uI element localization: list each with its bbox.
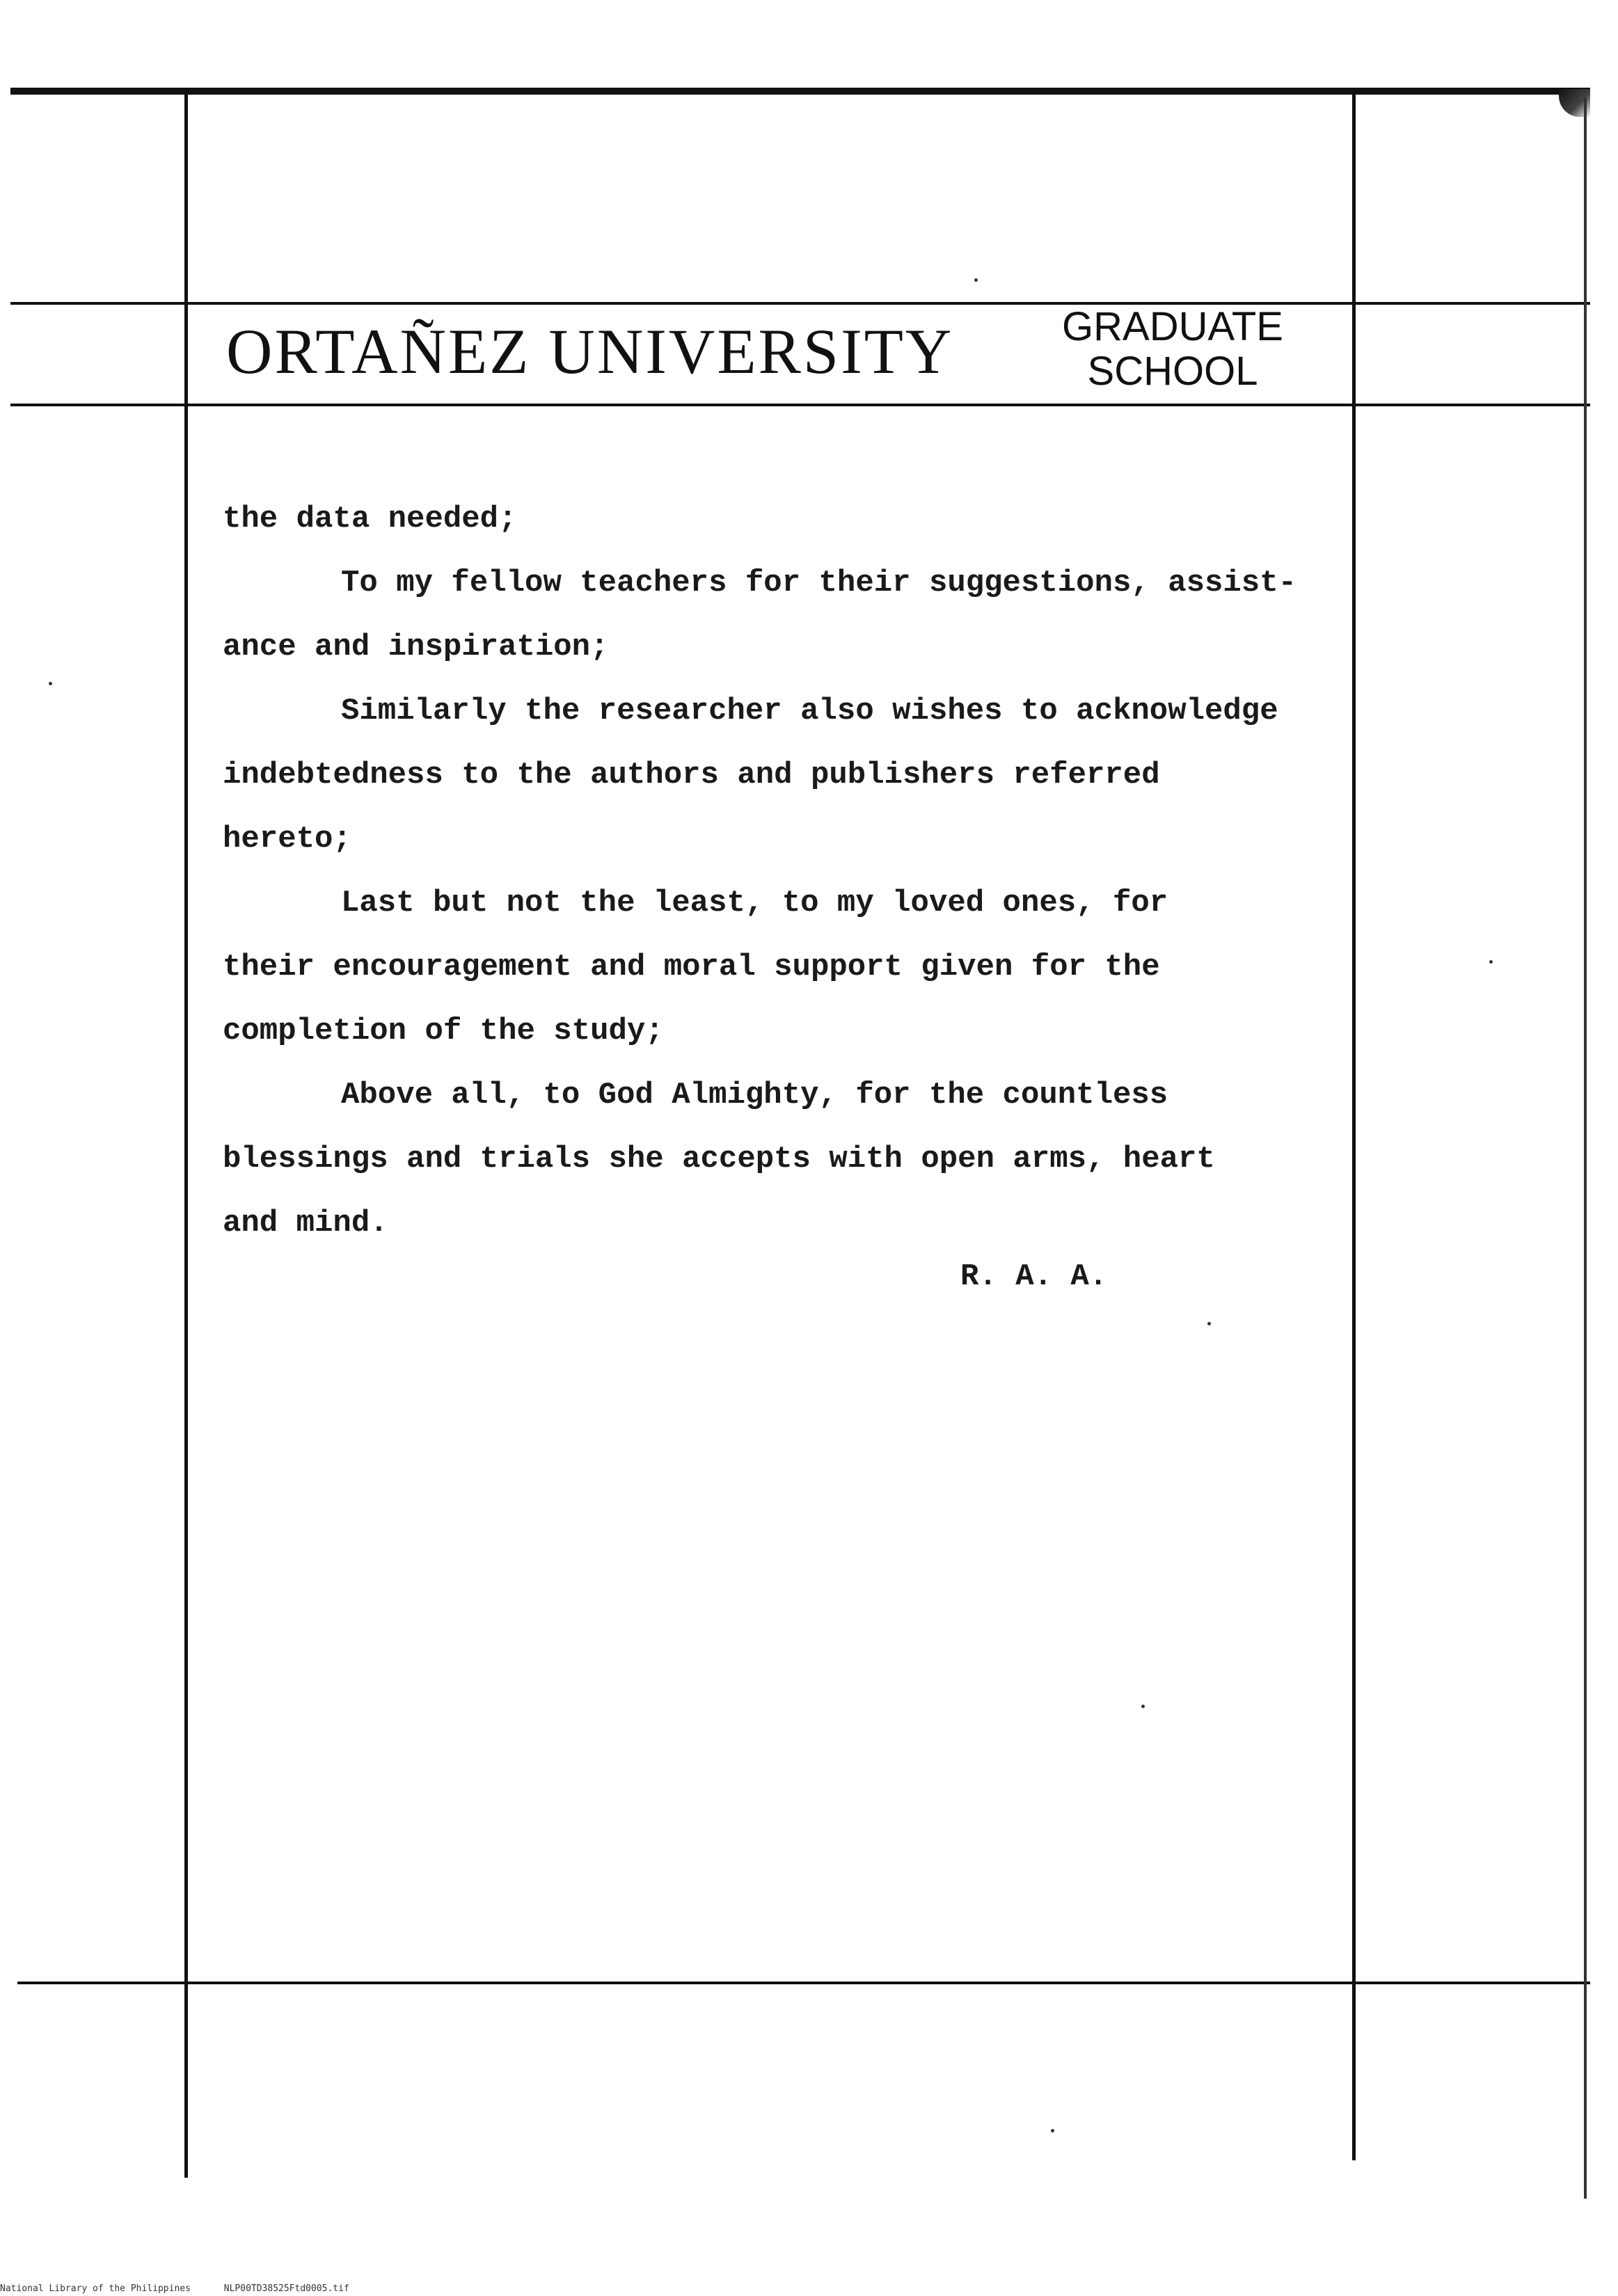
text-line: the data needed; (223, 502, 517, 536)
text-line: Similarly the researcher also wishes to acknowledge (341, 694, 1278, 728)
text-line: blessings and trials she accepts with open arms, heart (223, 1142, 1215, 1177)
school-name (1047, 305, 1298, 394)
scan-speck (1207, 1322, 1211, 1325)
text-line: and mind. (223, 1206, 388, 1241)
author-initials: R. A. A. (960, 1259, 1108, 1294)
scan-speck (49, 682, 52, 685)
scan-speck (974, 278, 978, 282)
archive-library: National Library of the Philippines (0, 2283, 191, 2294)
text-line: completion of the study; (223, 1014, 664, 1049)
acknowledgement-text (223, 487, 1364, 1255)
school-name-line1: GRADUATE (1062, 304, 1283, 349)
text-line: ance and inspiration; (223, 630, 609, 664)
archive-caption (0, 2283, 377, 2294)
university-name: ORTAÑEZ UNIVERSITY (226, 316, 954, 387)
text-line: To my fellow teachers for their suggestions, assist- (341, 566, 1297, 600)
scan-speck (1141, 1705, 1145, 1708)
text-line: Above all, to God Almighty, for the countless (341, 1078, 1168, 1113)
scan-speck (1489, 960, 1493, 964)
left-margin-rule (184, 90, 188, 2178)
school-name-line2: SCHOOL (1087, 349, 1258, 394)
text-line: hereto; (223, 822, 351, 856)
archive-file-id: NLP00TD38525Ftd0005.tif (223, 2283, 349, 2294)
scan-speck (1051, 2129, 1054, 2132)
page-edge-shadow (1584, 97, 1587, 2199)
text-line: their encouragement and moral support given for the (223, 950, 1160, 984)
text-line: Last but not the least, to my loved ones, for (341, 886, 1168, 920)
text-line: indebtedness to the authors and publishers referred (223, 758, 1160, 792)
